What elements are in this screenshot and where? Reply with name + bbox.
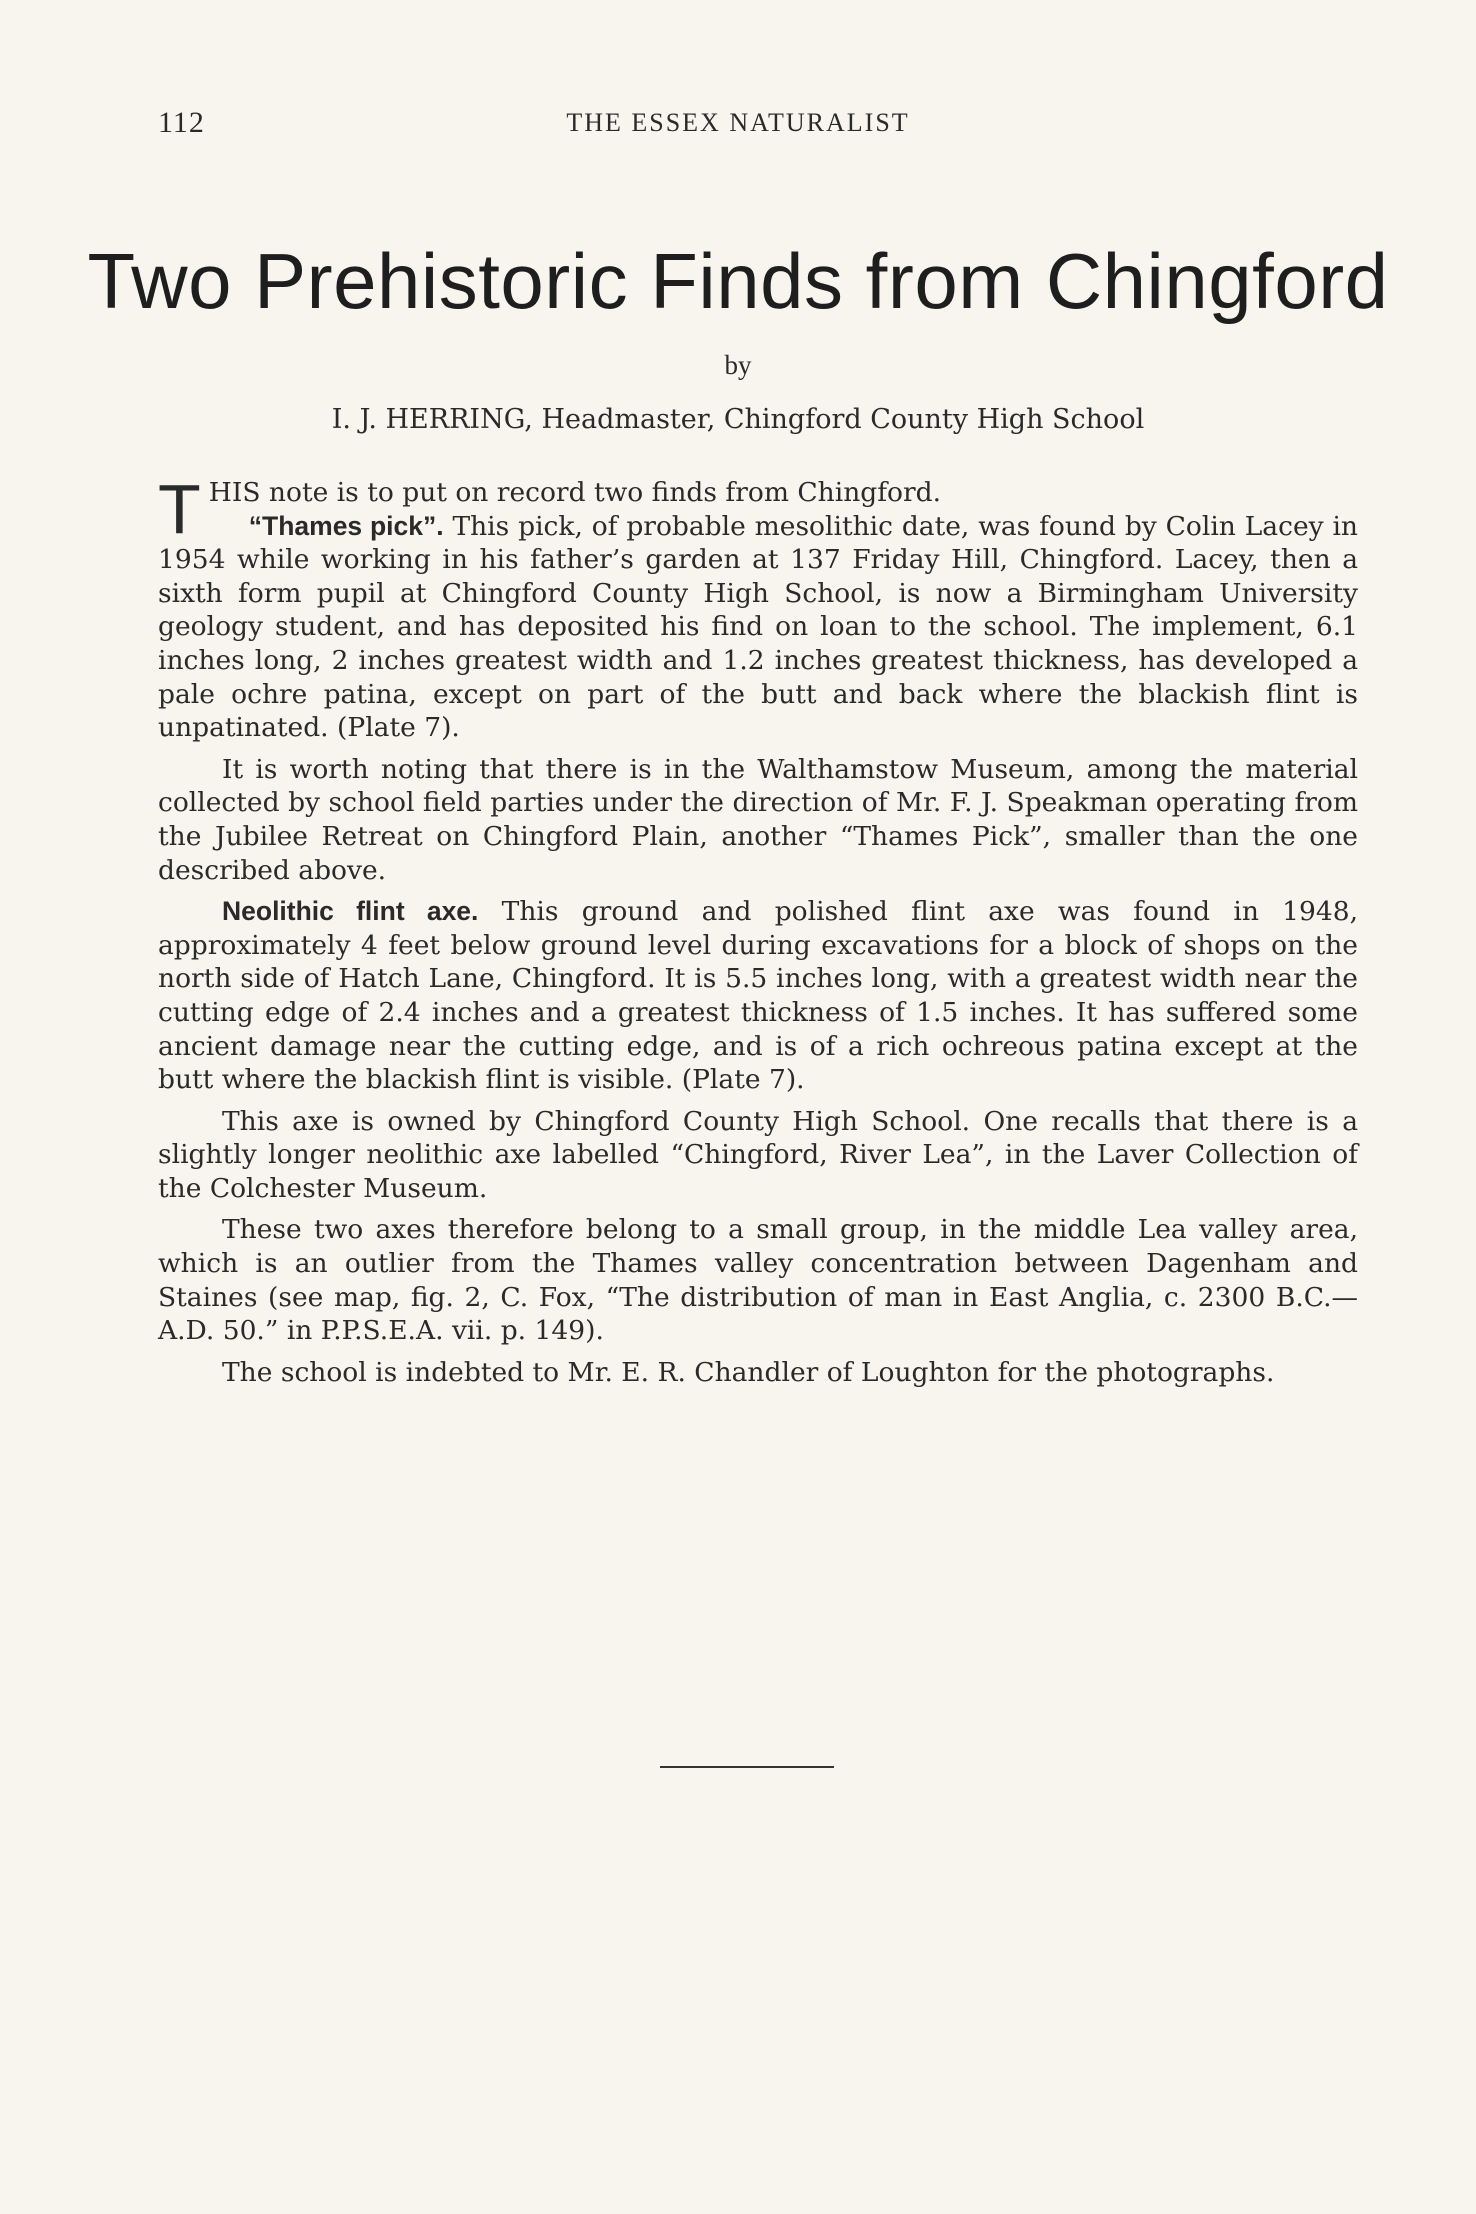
drop-cap: T [158, 470, 201, 548]
paragraph-neolithic-axe [158, 895, 1358, 1097]
page-number: 112 [158, 106, 205, 139]
paragraph-distribution: These two axes therefore belong to a small group, in the middle Lea valley area, which is an outlier from the Thames valley concentration between Dagenham and Staines (see map, fig. 2, C. Fox, “The distribution of man in East Anglia, c. 2300 B.C.—A.D. 50.” in P.P.S.E.A. vii. p. 149). [158, 1214, 1358, 1347]
article-body [158, 470, 1358, 1397]
author-line: I. J. HERRING, Headmaster, Chingford County High School [331, 404, 1145, 435]
neolithic-axe-text: This ground and polished flint axe was found in 1948, approximately 4 feet below ground level during excavations for a block of shops on the north side of Hatch Lane, Chingford. It is 5.5 inches long, with a greatest width near the cutting edge of 2.4 inches and a greatest thickness of 1.5 inches. It has suffered some ancient damage near the cutting edge, and is of a rich ochreous patina except at the butt where the blackish flint is visible. (Plate 7). [158, 896, 1358, 1096]
neolithic-axe-heading: Neolithic flint axe. [222, 896, 479, 927]
running-head: THE ESSEX NATURALIST [566, 108, 910, 137]
intro-smallcaps: HIS [208, 477, 261, 508]
byline-by: by [724, 350, 752, 380]
intro-text: note is to put on record two finds from Chingford. [260, 477, 942, 508]
thames-pick-heading: “Thames pick”. [248, 510, 444, 541]
article-title: Two Prehistoric Finds from Chingford [87, 237, 1389, 325]
paragraph-walthamstow: It is worth noting that there is in the Walthamstow Museum, among the material collected by school field parties under the direction of Mr. F. J. Speakman operating from the Jubilee Retreat on Chingford Plain, another “Thames Pick”, smaller than the one described above. [158, 753, 1358, 886]
thames-pick-text: This pick, of probable mesolithic date, was found by Colin Lacey in 1954 while working in his father’s garden at 137 Friday Hill, Chingford. Lacey, then a sixth form pupil at Chingford County High School, is now a Birmingham University geology student, and has deposited his find on loan to the school. The implement, 6.1 inches long, 2 inches greatest width and 1.2 inches greatest thickness, has developed a pale ochre patina, except on part of the butt and back where the blackish flint is unpatinated. (Plate 7). [158, 510, 1358, 744]
paragraph-ownership: This axe is owned by Chingford County High School. One recalls that there is a slightly longer neolithic axe labelled “Chingford, River Lea”, in the Laver Collection of the Colchester Museum. [158, 1105, 1358, 1204]
end-rule [660, 1766, 834, 1768]
paragraph-acknowledgement: The school is indebted to Mr. E. R. Chandler of Loughton for the photographs. [222, 1356, 1275, 1388]
paragraph-thames-pick [158, 510, 1358, 745]
